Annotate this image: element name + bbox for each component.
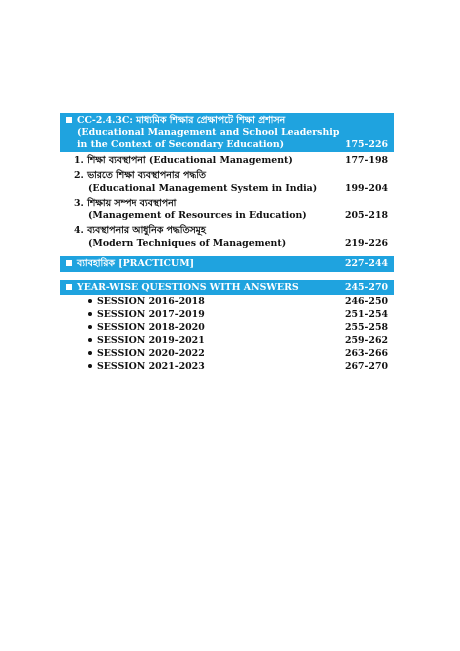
session-label: SESSION 2018-2020 — [97, 322, 205, 333]
session-label: SESSION 2020-2022 — [97, 348, 205, 359]
square-bullet-icon — [66, 260, 72, 266]
chapter-4 — [74, 225, 206, 236]
session-item — [88, 335, 205, 346]
session-item — [88, 348, 205, 359]
section-cc-title: CC-2.4.3C: মাধ্যমিক শিক্ষার প্রেক্ষাপটে শিক্ষা প্রশাসন — [77, 115, 286, 126]
section-band-yearwise — [60, 280, 394, 295]
bullet-icon — [88, 351, 92, 355]
session-item — [88, 322, 205, 333]
chapter-number: 2. — [74, 170, 84, 181]
chapter-3 — [74, 198, 176, 209]
chapter-title: ব্যবস্থাপনার আধুনিক পদ্ধতিসমূহ — [87, 225, 206, 236]
section-cc-line3: in the Context of Secondary Education) — [77, 139, 285, 150]
chapter-3-subtitle: (Management of Resources in Education) — [88, 210, 307, 221]
session-item — [88, 296, 205, 307]
chapter-title: শিক্ষায় সম্পদ ব্যবস্থাপনা — [87, 198, 177, 209]
section-cc-line2: (Educational Management and School Leadership — [77, 127, 340, 138]
section-practicum-pages: 227-244 — [344, 258, 388, 269]
session-pages: 259-262 — [344, 335, 388, 346]
session-pages: 246-250 — [344, 296, 388, 307]
session-pages: 267-270 — [344, 361, 388, 372]
section-yearwise-line — [66, 282, 299, 293]
chapter-number: 3. — [74, 198, 84, 209]
square-bullet-icon — [66, 284, 72, 290]
chapter-1 — [74, 155, 293, 166]
section-band-cc — [60, 113, 394, 152]
bullet-icon — [88, 364, 92, 368]
chapter-title: শিক্ষা ব্যবস্থাপনা (Educational Management) — [87, 155, 293, 166]
session-item — [88, 309, 205, 320]
chapter-4-subtitle: (Modern Techniques of Management) — [88, 238, 287, 249]
session-label: SESSION 2019-2021 — [97, 335, 205, 346]
section-yearwise-pages: 245-270 — [344, 282, 388, 293]
chapter-1-pages: 177-198 — [344, 155, 388, 166]
chapter-3-pages: 205-218 — [344, 210, 388, 221]
session-item — [88, 361, 205, 372]
chapter-title: ভারতে শিক্ষা ব্যবস্থাপনার পদ্ধতি — [87, 170, 206, 181]
bullet-icon — [88, 325, 92, 329]
session-label: SESSION 2017-2019 — [97, 309, 205, 320]
session-pages: 255-258 — [344, 322, 388, 333]
chapter-number: 4. — [74, 225, 84, 236]
session-pages: 251-254 — [344, 309, 388, 320]
section-cc-pages: 175-226 — [344, 139, 388, 150]
square-bullet-icon — [66, 117, 72, 123]
bullet-icon — [88, 338, 92, 342]
session-label: SESSION 2016-2018 — [97, 296, 205, 307]
section-practicum-line — [66, 258, 194, 269]
chapter-2-pages: 199-204 — [344, 183, 388, 194]
chapter-2-subtitle: (Educational Management System in India) — [88, 183, 318, 194]
bullet-icon — [88, 299, 92, 303]
section-band-practicum — [60, 256, 394, 272]
section-yearwise-title: YEAR-WISE QUESTIONS WITH ANSWERS — [77, 282, 299, 293]
chapter-2 — [74, 170, 206, 181]
section-practicum-title: ব্যাবহারিক [PRACTICUM] — [77, 258, 195, 269]
session-label: SESSION 2021-2023 — [97, 361, 205, 372]
session-pages: 263-266 — [344, 348, 388, 359]
chapter-4-pages: 219-226 — [344, 238, 388, 249]
section-cc-line1 — [66, 115, 285, 126]
bullet-icon — [88, 312, 92, 316]
chapter-number: 1. — [74, 155, 84, 166]
